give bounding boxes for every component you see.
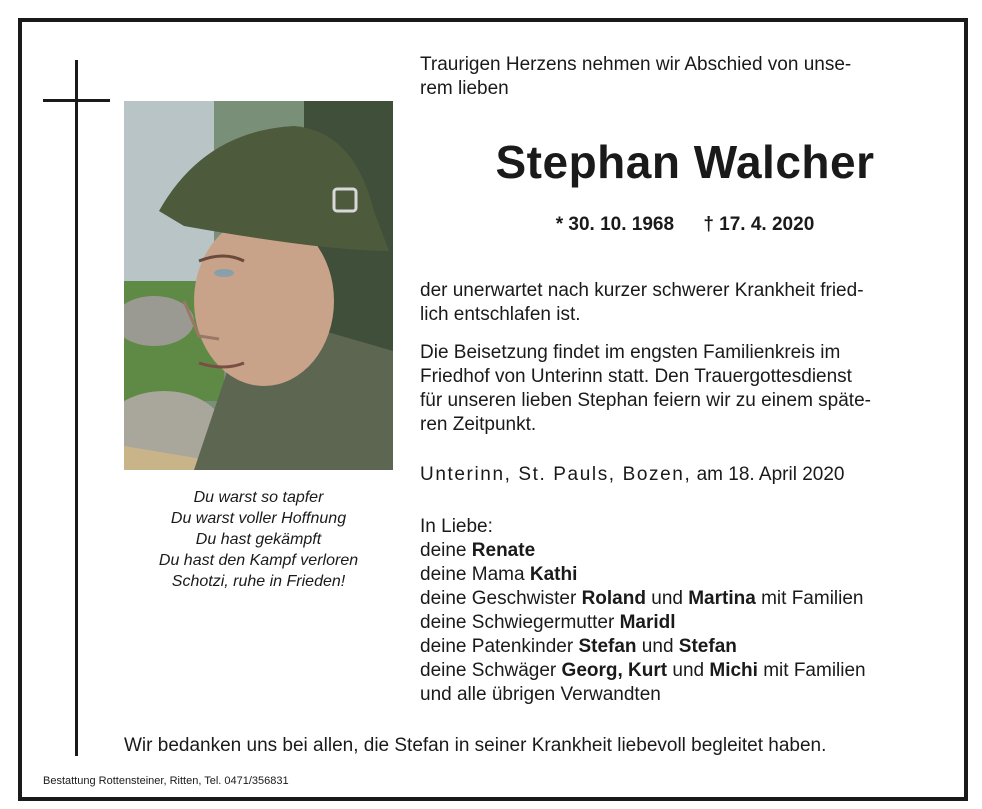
cross-icon bbox=[75, 60, 78, 756]
obituary-notice bbox=[18, 18, 968, 801]
poem-line: Du warst so tapfer bbox=[193, 489, 324, 506]
undertaker-credit: Bestattung Rottensteiner, Ritten, Tel. 0471/356831 bbox=[43, 775, 289, 787]
intro-text bbox=[420, 53, 950, 101]
relative-line: und alle übrigen Verwandten bbox=[420, 684, 661, 705]
mourners bbox=[420, 515, 950, 707]
paragraph-passing bbox=[420, 279, 950, 327]
poem-line: Du warst voller Hoffnung bbox=[170, 510, 347, 527]
relative-line: deine Renate bbox=[420, 540, 536, 561]
text-line: Die Beisetzung findet im engsten Familienkreis im bbox=[420, 342, 841, 363]
poem-line: Du hast gekämpft bbox=[195, 531, 322, 548]
text-line: ren Zeitpunkt. bbox=[420, 414, 537, 435]
intro-line: Traurigen Herzens nehmen wir Abschied von unse- bbox=[420, 54, 852, 75]
portrait-photo bbox=[124, 101, 393, 470]
text-line: lich entschlafen ist. bbox=[420, 304, 581, 325]
poem-line: Du hast den Kampf verloren bbox=[158, 552, 359, 569]
cross-bar bbox=[43, 99, 110, 102]
place: Unterinn, St. Pauls, Bozen, bbox=[420, 464, 692, 485]
relative-line: deine Schwäger Georg, Kurt und Michi mit Familien bbox=[420, 660, 866, 681]
intro-line: rem lieben bbox=[420, 78, 509, 99]
thanks-text: Wir bedanken uns bei allen, die Stefan in seiner Krankheit liebevoll begleitet haben. bbox=[124, 735, 827, 756]
paragraph-funeral bbox=[420, 341, 950, 437]
life-dates bbox=[420, 214, 950, 236]
death-date: † 17. 4. 2020 bbox=[703, 214, 815, 235]
text-line: der unerwartet nach kurzer schwerer Krankheit fried- bbox=[420, 280, 864, 301]
text-line: für unseren lieben Stephan feiern wir zu einem späte- bbox=[420, 390, 871, 411]
poem-line: Schotzi, ruhe in Frieden! bbox=[171, 573, 346, 590]
poem bbox=[124, 487, 393, 592]
text-line: Friedhof von Unterinn statt. Den Trauergottesdienst bbox=[420, 366, 852, 387]
notice-date: am 18. April 2020 bbox=[696, 464, 845, 485]
relative-line: deine Mama Kathi bbox=[420, 564, 578, 585]
relative-line: deine Patenkinder Stefan und Stefan bbox=[420, 636, 737, 657]
relative-line: deine Schwiegermutter Maridl bbox=[420, 612, 676, 633]
deceased-name: Stephan Walcher bbox=[495, 136, 875, 188]
birth-date: * 30. 10. 1968 bbox=[555, 214, 675, 235]
place-date bbox=[420, 463, 950, 487]
relative-line: deine Geschwister Roland und Martina mit Familien bbox=[420, 588, 864, 609]
in-liebe-label: In Liebe: bbox=[420, 516, 493, 537]
